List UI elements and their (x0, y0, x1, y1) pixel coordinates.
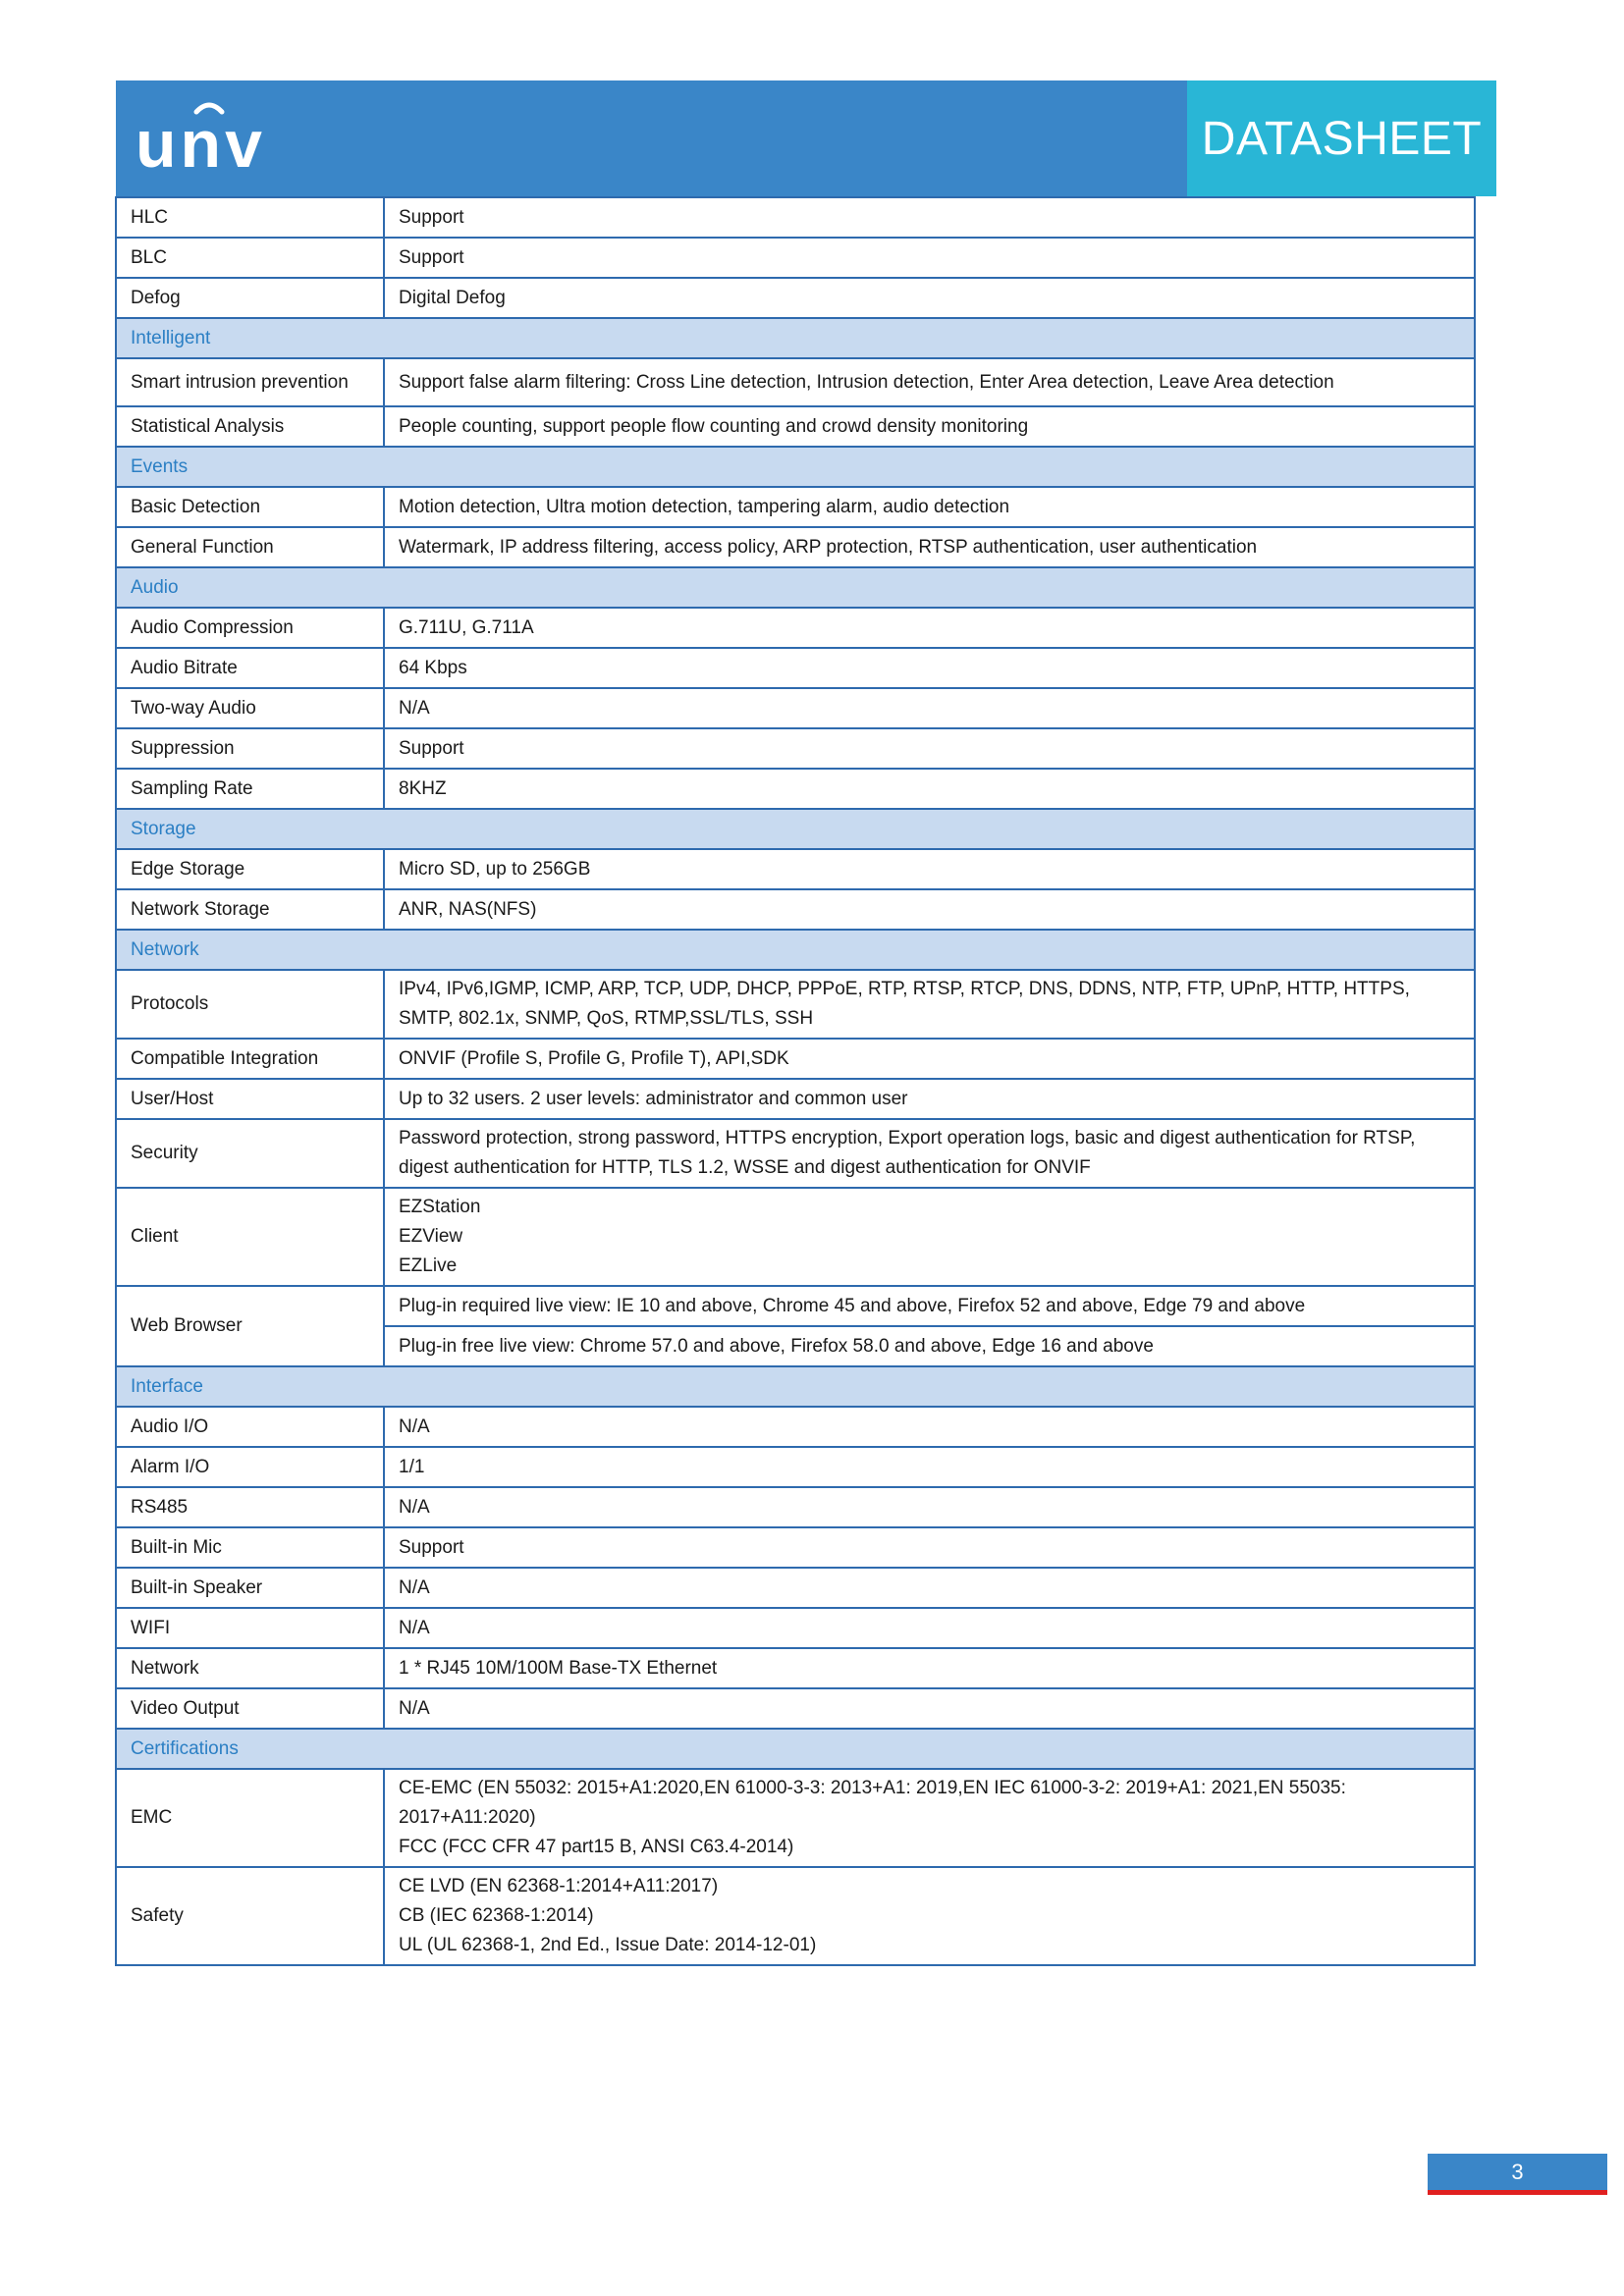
spec-label: RS485 (116, 1487, 384, 1527)
spec-value (384, 889, 1475, 930)
section-title: Storage (116, 809, 1475, 849)
spec-label: Basic Detection (116, 487, 384, 527)
spec-row (116, 1119, 1475, 1188)
spec-value (384, 406, 1475, 447)
spec-value-line: CE LVD (EN 62368-1:2014+A11:2017) (399, 1876, 719, 1896)
section-title: Audio (116, 567, 1475, 608)
datasheet-label: DATASHEET (1187, 80, 1496, 196)
spec-value (384, 358, 1475, 406)
spec-label: Statistical Analysis (116, 406, 384, 447)
spec-label: Built-in Speaker (116, 1568, 384, 1608)
spec-value (384, 1568, 1475, 1608)
spec-value (384, 238, 1475, 278)
spec-row (116, 1527, 1475, 1568)
spec-row (116, 278, 1475, 318)
spec-label: Smart intrusion prevention (116, 358, 384, 406)
spec-value-line: IPv4, IPv6,IGMP, ICMP, ARP, TCP, UDP, DHCP, PPPoE, RTP, RTSP, RTCP, DNS, DDNS, NTP, FTP, UPnP, HTTP, HTTPS, SMTP, 802.1x, SNMP, QoS, RTMP,SSL/TLS, SSH (399, 979, 1410, 1029)
spec-value: Plug-in required live view: IE 10 and above, Chrome 45 and above, Firefox 52 and above, Edge 79 and above (384, 1286, 1475, 1326)
spec-row (116, 527, 1475, 567)
spec-value (384, 1769, 1475, 1867)
spec-value-line: 64 Kbps (399, 657, 467, 678)
spec-value (384, 769, 1475, 809)
spec-row (116, 1608, 1475, 1648)
spec-value-line: Support (399, 206, 464, 228)
spec-label: BLC (116, 238, 384, 278)
spec-value-line: Up to 32 users. 2 user levels: administrator and common user (399, 1088, 908, 1109)
spec-row (116, 1867, 1475, 1965)
spec-value (384, 1407, 1475, 1447)
spec-value (384, 1447, 1475, 1487)
spec-value (384, 970, 1475, 1039)
spec-label: Defog (116, 278, 384, 318)
spec-value-line: N/A (399, 1496, 430, 1518)
spec-row (116, 1688, 1475, 1729)
spec-label: Client (116, 1188, 384, 1286)
spec-value-line: CE-EMC (EN 55032: 2015+A1:2020,EN 61000-3-3: 2013+A1: 2019,EN IEC 61000-3-2: 2019+A1: 2021,EN 55035: 2017+A11:2020) (399, 1778, 1346, 1828)
spec-value-line: Support false alarm filtering: Cross Line detection, Intrusion detection, Enter Area detection, Leave Area detection (399, 371, 1334, 393)
spec-row (116, 1487, 1475, 1527)
spec-row (116, 889, 1475, 930)
spec-row (116, 1188, 1475, 1286)
spec-value (384, 1648, 1475, 1688)
spec-label: Built-in Mic (116, 1527, 384, 1568)
spec-row (116, 1286, 1475, 1326)
unv-logo (135, 98, 283, 177)
spec-label: Network Storage (116, 889, 384, 930)
spec-value-line: ANR, NAS(NFS) (399, 898, 537, 920)
spec-value-line: EZView (399, 1226, 463, 1247)
spec-value-line: Digital Defog (399, 287, 506, 308)
spec-value-line: Watermark, IP address filtering, access policy, ARP protection, RTSP authentication, user authentication (399, 536, 1258, 558)
spec-label: Compatible Integration (116, 1039, 384, 1079)
spec-label: Edge Storage (116, 849, 384, 889)
header-banner (116, 80, 1496, 196)
spec-row (116, 608, 1475, 648)
section-title: Interface (116, 1366, 1475, 1407)
spec-row (116, 406, 1475, 447)
section-header-row (116, 447, 1475, 487)
spec-label: Alarm I/O (116, 1447, 384, 1487)
spec-value (384, 1688, 1475, 1729)
section-header-row (116, 567, 1475, 608)
spec-value-line: People counting, support people flow counting and crowd density monitoring (399, 415, 1029, 437)
spec-value (384, 1487, 1475, 1527)
spec-value (384, 728, 1475, 769)
spec-value (384, 849, 1475, 889)
spec-value-line: 1 * RJ45 10M/100M Base-TX Ethernet (399, 1657, 718, 1679)
spec-value (384, 688, 1475, 728)
spec-value-line: N/A (399, 1576, 430, 1598)
spec-value-line: 1/1 (399, 1456, 425, 1477)
spec-value-line: N/A (399, 1697, 430, 1719)
spec-value-line: N/A (399, 697, 430, 719)
section-title: Intelligent (116, 318, 1475, 358)
spec-value (384, 608, 1475, 648)
spec-value-line: Password protection, strong password, HTTPS encryption, Export operation logs, basic and digest authentication for RTSP, digest authentication for HTTP, TLS 1.2, WSSE and digest authentication for ONVIF (399, 1128, 1416, 1178)
spec-value (384, 1188, 1475, 1286)
spec-value-line: 8KHZ (399, 777, 447, 799)
spec-row (116, 1079, 1475, 1119)
spec-row (116, 487, 1475, 527)
spec-value (384, 1867, 1475, 1965)
spec-label: Audio I/O (116, 1407, 384, 1447)
spec-row (116, 849, 1475, 889)
spec-row (116, 769, 1475, 809)
spec-row (116, 1407, 1475, 1447)
spec-value (384, 648, 1475, 688)
spec-row (116, 1648, 1475, 1688)
spec-value-line: Support (399, 737, 464, 759)
section-header-row (116, 1729, 1475, 1769)
page-number: 3 (1428, 2154, 1607, 2195)
spec-value-line: ONVIF (Profile S, Profile G, Profile T), API,SDK (399, 1047, 789, 1069)
section-header-row (116, 318, 1475, 358)
spec-value (384, 1527, 1475, 1568)
spec-value (384, 487, 1475, 527)
spec-label: Security (116, 1119, 384, 1188)
spec-label: WIFI (116, 1608, 384, 1648)
spec-value-line: Micro SD, up to 256GB (399, 858, 591, 880)
spec-value (384, 1039, 1475, 1079)
spec-row (116, 728, 1475, 769)
spec-row (116, 1039, 1475, 1079)
spec-row (116, 1769, 1475, 1867)
spec-label: User/Host (116, 1079, 384, 1119)
spec-value (384, 1119, 1475, 1188)
spec-label: HLC (116, 197, 384, 238)
spec-value-line: G.711U, G.711A (399, 616, 534, 638)
spec-row (116, 1568, 1475, 1608)
spec-label: Web Browser (116, 1286, 384, 1366)
spec-value-line: CB (IEC 62368-1:2014) (399, 1905, 594, 1926)
spec-value-line: N/A (399, 1415, 430, 1437)
spec-value (384, 278, 1475, 318)
spec-label: Sampling Rate (116, 769, 384, 809)
spec-label: Audio Bitrate (116, 648, 384, 688)
spec-value (384, 527, 1475, 567)
spec-value (384, 197, 1475, 238)
spec-label: Safety (116, 1867, 384, 1965)
spec-label: Video Output (116, 1688, 384, 1729)
section-title: Events (116, 447, 1475, 487)
spec-value-line: EZLive (399, 1255, 458, 1276)
spec-value-line: N/A (399, 1617, 430, 1638)
spec-row (116, 358, 1475, 406)
section-title: Network (116, 930, 1475, 970)
section-header-row (116, 809, 1475, 849)
svg-text:unv: unv (135, 107, 266, 177)
spec-label: Audio Compression (116, 608, 384, 648)
spec-label: Network (116, 1648, 384, 1688)
spec-row (116, 1447, 1475, 1487)
spec-row (116, 688, 1475, 728)
spec-label: EMC (116, 1769, 384, 1867)
spec-value (384, 1608, 1475, 1648)
spec-label: General Function (116, 527, 384, 567)
spec-label: Two-way Audio (116, 688, 384, 728)
spec-row (116, 197, 1475, 238)
spec-value: Plug-in free live view: Chrome 57.0 and above, Firefox 58.0 and above, Edge 16 and above (384, 1326, 1475, 1366)
spec-label: Suppression (116, 728, 384, 769)
section-title: Certifications (116, 1729, 1475, 1769)
spec-value-line: Support (399, 246, 464, 268)
spec-value-line: Support (399, 1536, 464, 1558)
spec-row (116, 970, 1475, 1039)
spec-value-line: FCC (FCC CFR 47 part15 B, ANSI C63.4-2014) (399, 1837, 794, 1857)
section-header-row (116, 1366, 1475, 1407)
spec-value-line: EZStation (399, 1197, 481, 1217)
spec-value-line: Motion detection, Ultra motion detection, tampering alarm, audio detection (399, 496, 1010, 517)
spec-row (116, 238, 1475, 278)
spec-table (115, 196, 1476, 1966)
spec-value (384, 1079, 1475, 1119)
spec-value-line: UL (UL 62368-1, 2nd Ed., Issue Date: 2014-12-01) (399, 1935, 817, 1955)
spec-row (116, 648, 1475, 688)
spec-label: Protocols (116, 970, 384, 1039)
section-header-row (116, 930, 1475, 970)
